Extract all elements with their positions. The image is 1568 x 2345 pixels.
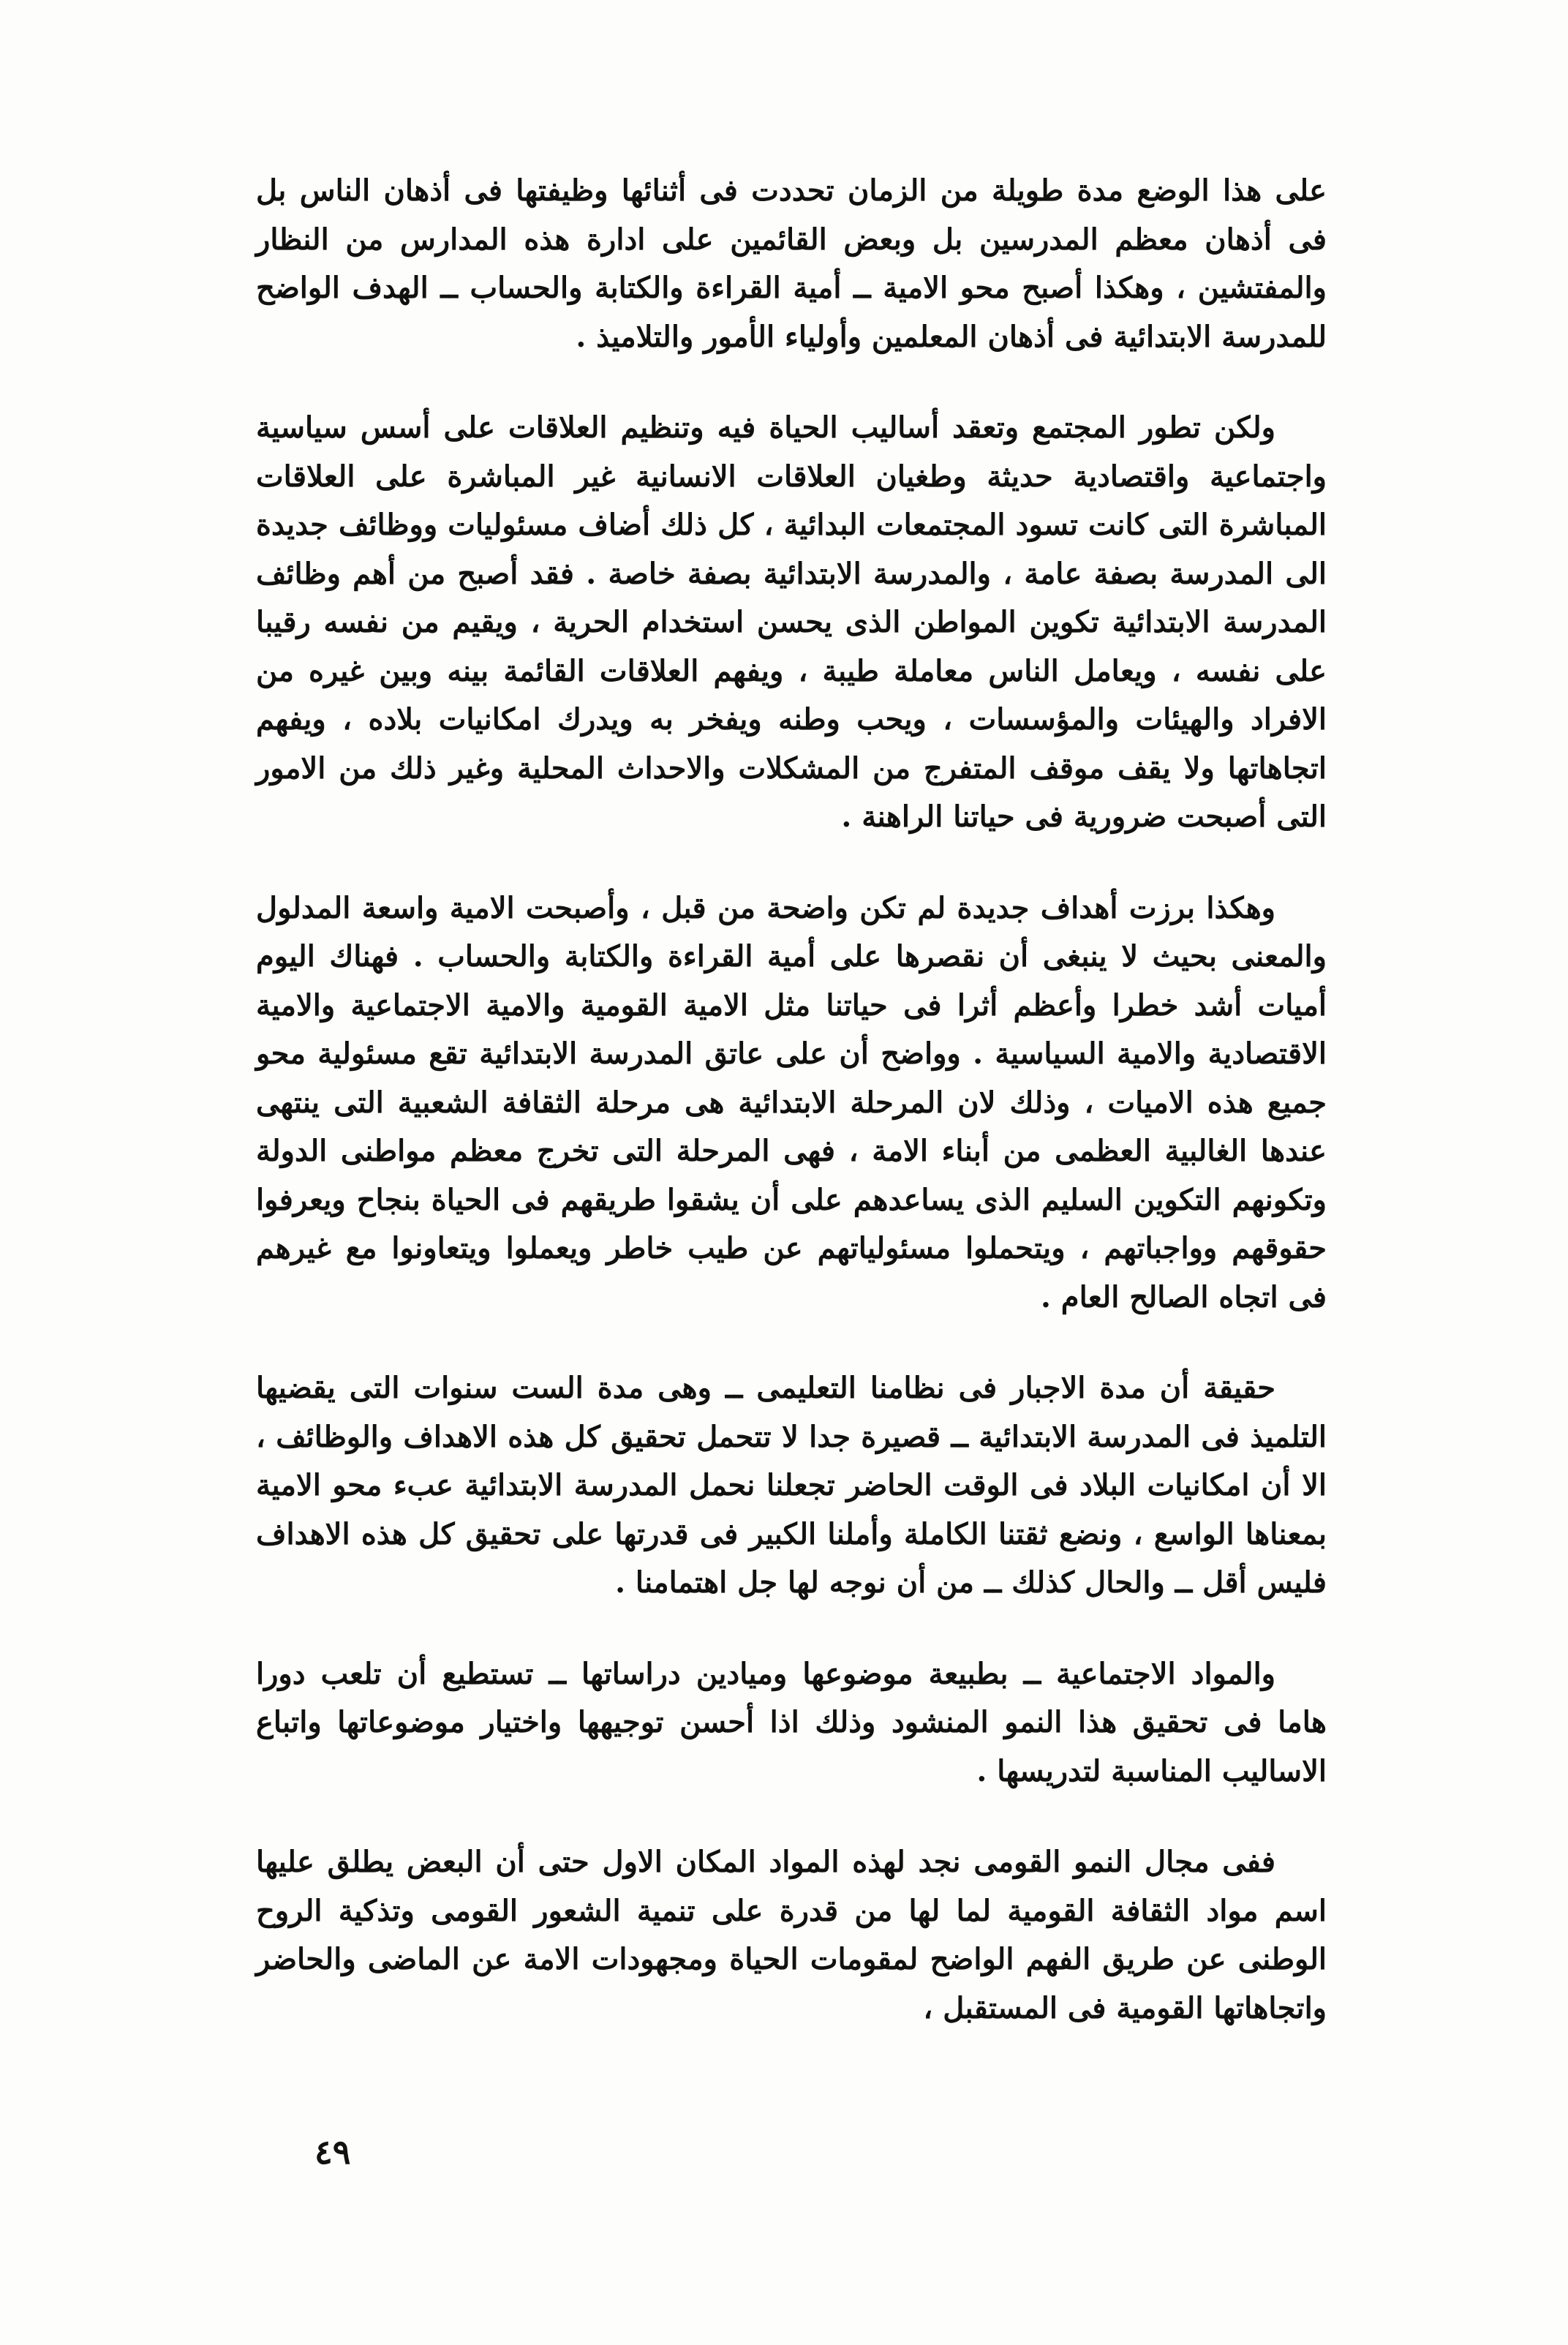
paragraph-1: على هذا الوضع مدة طويلة من الزمان تحددت فى أثنائها وظيفتها فى أذهان الناس بل فى أذهان معظم المدرسين بل وبعض القائمين على ادارة هذه المدارس من النظار والمفتشين ، وهكذا أصبح محو الامية ــ أمية القراءة والكتابة والحساب ــ الهدف الواضح للمدرسة الابتدائية فى أذهان المعلمين وأولياء الأمور والتلاميذ .	[256, 173, 1327, 354]
page-number: ٤٩	[314, 2132, 351, 2172]
paragraph-5: والمواد الاجتماعية ــ بطبيعة موضوعها وميادين دراساتها ــ تستطيع أن تلعب دورا هاما فى تحقيق هذا النمو المنشود وذلك اذا أحسن توجيهها واختيار موضوعاتها واتباع الاساليب المناسبة لتدريسها .	[256, 1656, 1327, 1788]
paragraph-3: وهكذا برزت أهداف جديدة لم تكن واضحة من قبل ، وأصبحت الامية واسعة المدلول والمعنى بحيث لا ينبغى أن نقصرها على أمية القراءة والكتابة والحساب . فهناك اليوم أميات أشد خطرا وأعظم أثرا فى حياتنا مثل الامية القومية والامية الاجتماعية والامية الاقتصادية والامية السياسية . وواضح أن على عاتق المدرسة الابتدائية تقع مسئولية محو جميع هذه الاميات ، وذلك لان المرحلة الابتدائية هى مرحلة الثقافة الشعبية التى ينتهى عندها الغالبية العظمى من أبناء الامة ، فهى المرحلة التى تخرج معظم مواطنى الدولة وتكونهم التكوين السليم الذى يساعدهم على أن يشقوا طريقهم فى الحياة بنجاح ويعرفوا حقوقهم وواجباتهم ، ويتحملوا مسئولياتهم عن طيب خاطر ويعملوا ويتعاونوا مع غيرهم فى اتجاه الصالح العام .	[256, 890, 1327, 1314]
paragraph-2: ولكن تطور المجتمع وتعقد أساليب الحياة فيه وتنظيم العلاقات على أسس سياسية واجتماعية واقتصادية حديثة وطغيان العلاقات الانسانية غير المباشرة على العلاقات المباشرة التى كانت تسود المجتمعات البدائية ، كل ذلك أضاف مسئوليات ووظائف جديدة الى المدرسة بصفة عامة ، والمدرسة الابتدائية بصفة خاصة . فقد أصبح من أهم وظائف المدرسة الابتدائية تكوين المواطن الذى يحسن استخدام الحرية ، ويقيم من نفسه رقيبا على نفسه ، ويعامل الناس معاملة طيبة ، ويفهم العلاقات القائمة بينه وبين غيره من الافراد والهيئات والمؤسسات ، ويحب وطنه ويفخر به ويدرك امكانيات بلاده ، ويفهم اتجاهاتها ولا يقف موقف المتفرج من المشكلات والاحداث المحلية وغير ذلك من الامور التى أصبحت ضرورية فى حياتنا الراهنة .	[256, 410, 1327, 834]
body-text	[256, 167, 1327, 2075]
paragraph-6: ففى مجال النمو القومى نجد لهذه المواد المكان الاول حتى أن البعض يطلق عليها اسم مواد الثقافة القومية لما لها من قدرة على تنمية الشعور القومى وتذكية الروح الوطنى عن طريق الفهم الواضح لمقومات الحياة ومجهودات الامة عن الماضى والحاضر واتجاهاتها القومية فى المستقبل ،	[256, 1845, 1327, 2025]
paragraph-4: حقيقة أن مدة الاجبار فى نظامنا التعليمى ــ وهى مدة الست سنوات التى يقضيها التلميذ فى المدرسة الابتدائية ــ قصيرة جدا لا تتحمل تحقيق كل هذه الاهداف والوظائف ، الا أن امكانيات البلاد فى الوقت الحاضر تجعلنا نحمل المدرسة الابتدائية عبء محو الامية بمعناها الواسع ، ونضع ثقتنا الكاملة وأملنا الكبير فى قدرتها على تحقيق كل هذه الاهداف فليس أقل ــ والحال كذلك ــ من أن نوجه لها جل اهتمامنا .	[256, 1371, 1327, 1600]
